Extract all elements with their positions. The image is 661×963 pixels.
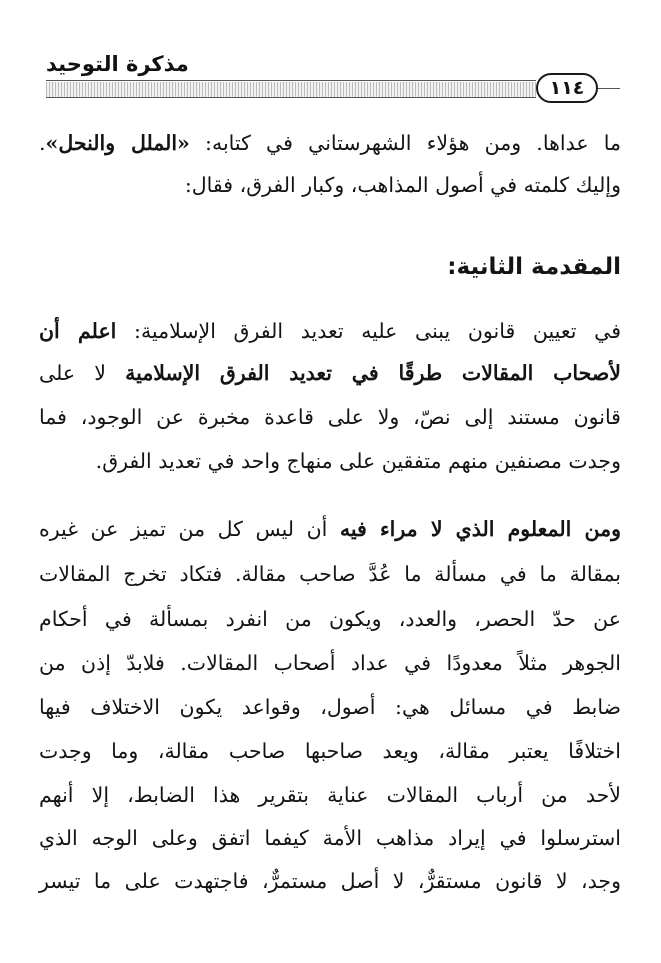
text-run: لا على	[39, 361, 126, 385]
bold-run: اعلم أن	[39, 319, 117, 343]
running-title: مذكرة التوحيد	[46, 52, 189, 76]
paragraph-3-line-5: ضابط في مسائل هي: أصول، وقواعد يكون الاختلاف فيها	[39, 695, 621, 719]
paragraph-1-line-2: وإليك كلمته في أصول المذاهب، وكبار الفرق، فقال:	[184, 173, 621, 197]
page-number: ١١٤	[536, 73, 598, 103]
book-title: «الملل والنحل»	[45, 131, 190, 155]
header-rule-bottom	[46, 97, 536, 98]
paragraph-3-line-4: الجوهر مثلاً معدودًا في عداد أصحاب المقالات. فلابدّ إذن من	[39, 651, 621, 675]
paragraph-2-line-1	[39, 316, 621, 346]
text-run: .	[39, 131, 46, 155]
text-run: ما عداها. ومن هؤلاء الشهرستاني في كتابه:	[189, 131, 621, 155]
paragraph-3-line-3: عن حدّ الحصر، والعدد، ويكون من انفرد بمسألة في أحكام	[39, 607, 621, 631]
paragraph-2-line-2	[39, 358, 621, 388]
paragraph-3-line-9: وجد، لا قانون مستقرٌّ، لا أصل مستمرٌّ، فاجتهدت على ما تيسر	[39, 869, 621, 893]
bold-run: لأصحاب المقالات طرقًا في تعديد الفرق الإسلامية	[125, 361, 621, 385]
header-rule-right	[598, 88, 620, 89]
paragraph-3-line-1	[39, 514, 621, 544]
paragraph-3-line-2: بمقالة ما في مسألة ما عُدَّ صاحب مقالة. فتكاد تخرج المقالات	[39, 562, 621, 586]
paragraph-2-line-3: قانون مستند إلى نصّ، ولا على قاعدة مخبرة عن الوجود، فما	[39, 405, 621, 429]
header-rule-top	[46, 80, 536, 81]
bold-run: ومن المعلوم الذي لا مراء فيه	[339, 517, 621, 541]
text-run: أن ليس كل من تميز عن غيره	[39, 517, 340, 541]
paragraph-2-line-4: وجدت مصنفين منهم متفقين على منهاج واحد في تعديد الفرق.	[95, 449, 621, 473]
section-heading: المقدمة الثانية:	[447, 254, 621, 280]
text-run: في تعيين قانون يبنى عليه تعديد الفرق الإسلامية:	[116, 319, 622, 343]
paragraph-1-line-1	[39, 128, 621, 158]
paragraph-3-line-6: اختلافًا يعتبر مقالة، ويعد صاحبها صاحب مقالة، وما وجدت	[39, 739, 621, 763]
header-band	[46, 82, 536, 97]
paragraph-3-line-8: استرسلوا في إيراد مذاهب الأمة كيفما اتفق وعلى الوجه الذي	[39, 826, 621, 850]
paragraph-3-line-7: لأحد من أرباب المقالات عناية بتقرير هذا الضابط، إلا أنهم	[39, 783, 621, 807]
